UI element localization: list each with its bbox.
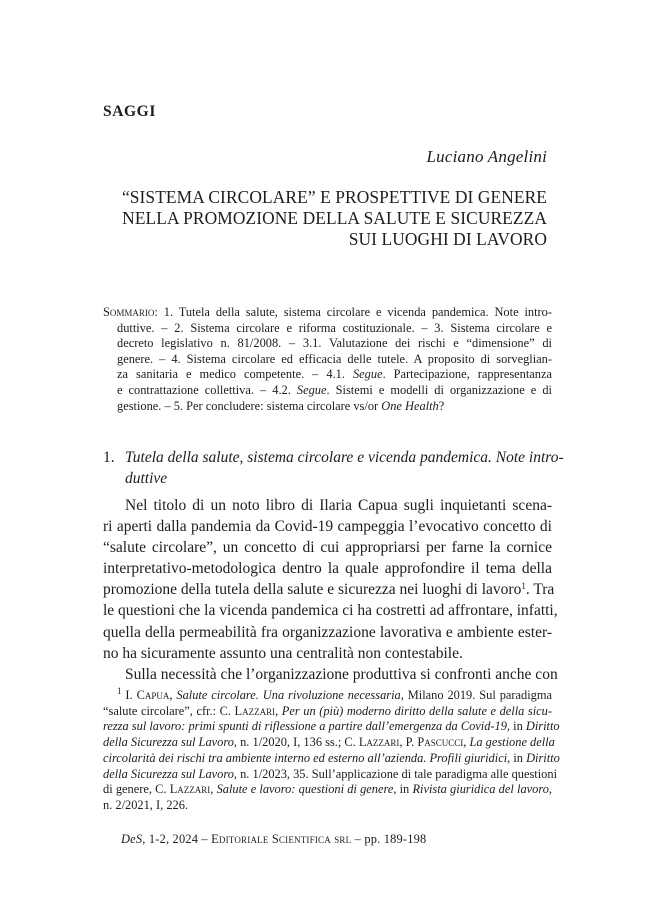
footnote-line: $^1$ I. Capua, Salute circolare. Una rivoluzione necessaria, Milano 2019. Sul paradigma bbox=[117, 686, 553, 702]
section-heading-line: Tutela della salute, sistema circolare e vicenda pandemica. Note intro- bbox=[125, 449, 564, 466]
section-heading-line: duttive bbox=[125, 470, 168, 487]
summary-line: gestione. – 5. Per concludere: sistema circolare vs/or One Health? bbox=[117, 398, 445, 413]
footnote-line: della Sicurezza sul Lavoro, n. 1/2023, 35. Sull’applicazione di tale paradigma alle questioni bbox=[103, 766, 558, 781]
footnote-line: “salute circolare”, cfr.: C. Lazzari, Per un (più) moderno diritto della salute e della sicu- bbox=[103, 703, 552, 718]
summary bbox=[103, 305, 552, 414]
publisher-name: Editoriale Scientifica srl bbox=[211, 832, 352, 846]
summary-line: duttive. – 2. Sistema circolare e riforma costituzionale. – 3. Sistema circolare e bbox=[117, 320, 552, 335]
body-line: no ha sicuramente assunto una centralità non contestabile. bbox=[103, 644, 463, 662]
footnote-line: della Sicurezza sul Lavoro, n. 1/2020, I, 136 ss.; C. Lazzari, P. Pascucci, La gestione della bbox=[103, 735, 555, 750]
section-heading bbox=[103, 447, 564, 489]
footnote-ref: 1 bbox=[521, 581, 526, 592]
title-line: SUI LUOGHI DI LAVORO bbox=[348, 229, 547, 249]
footnote-line: circolarità dei rischi tra ambiente interno ed esterno all’azienda. Profili giuridici, in Diritto bbox=[103, 750, 560, 765]
footnote-line: di genere, C. Lazzari, Salute e lavoro: questioni di genere, in Rivista giuridica del lavoro, bbox=[103, 782, 553, 797]
author-name: Luciano Angelini bbox=[426, 147, 547, 166]
summary-line: decreto legislativo n. 81/2008. – 3.1. Valutazione dei rischi e “dimensione” di bbox=[117, 336, 552, 351]
body-line: Nel titolo di un noto libro di Ilaria Capua sugli inquietanti scena- bbox=[125, 497, 552, 514]
summary-line: genere. – 4. Sistema circolare ed efficacia delle tutele. A proposito di sorveglian- bbox=[117, 351, 552, 366]
footnote-line: n. 2/2021, I, 226. bbox=[103, 797, 189, 812]
body-text bbox=[103, 495, 558, 685]
title-line: “SISTEMA CIRCOLARE” E PROSPETTIVE DI GENERE bbox=[121, 187, 547, 207]
title-line: NELLA PROMOZIONE DELLA SALUTE E SICUREZZA bbox=[122, 208, 547, 228]
body-line: promozione della tutela della salute e sicurezza nei luoghi di lavoro$^1$. Tra bbox=[103, 581, 555, 599]
body-line: quella della permeabilità fra organizzazione lavorativa e ambiente ester- bbox=[103, 623, 552, 641]
journal-abbrev: DeS bbox=[121, 832, 143, 846]
page-footer: DeS, 1-2, 2024 – Editoriale Scientifica srl – pp. 189-198 bbox=[121, 832, 427, 846]
body-line: “salute circolare”, un concetto di cui appropriarsi per farne la cornice bbox=[103, 539, 552, 557]
summary-line: Sommario: 1. Tutela della salute, sistema circolare e vicenda pandemica. Note intro- bbox=[103, 305, 552, 319]
section-label: SAGGI bbox=[103, 103, 156, 120]
summary-label: Sommario: bbox=[103, 305, 158, 319]
summary-line: za sanitaria e medico competente. – 4.1. Segue. Partecipazione, rappresentanza bbox=[117, 367, 552, 382]
body-line: Sulla necessità che l’organizzazione produttiva si confronti anche con bbox=[125, 665, 558, 683]
body-line: le questioni che la vicenda pandemica ci ha costretti ad affrontare, infatti, bbox=[103, 602, 558, 620]
footnote-line: rezza sul lavoro: primi spunti di riflessione a partire dall’emergenza da Covid-19, in Diritto bbox=[103, 719, 560, 734]
page-range: – pp. 189-198 bbox=[351, 832, 427, 846]
article-title bbox=[120, 187, 547, 250]
footnote-number: 1 bbox=[117, 686, 122, 696]
footnote bbox=[103, 686, 560, 814]
section-number: 1. bbox=[103, 449, 115, 466]
body-line: ri aperti dalla pandemia da Covid-19 campeggia l’evocativo concetto di bbox=[103, 518, 552, 536]
body-line: interpretativo-metodologica dentro la quale approfondire il tema della bbox=[103, 560, 552, 578]
summary-line: e contrattazione collettiva. – 4.2. Segue. Sistemi e modelli di organizzazione e di bbox=[117, 382, 552, 397]
